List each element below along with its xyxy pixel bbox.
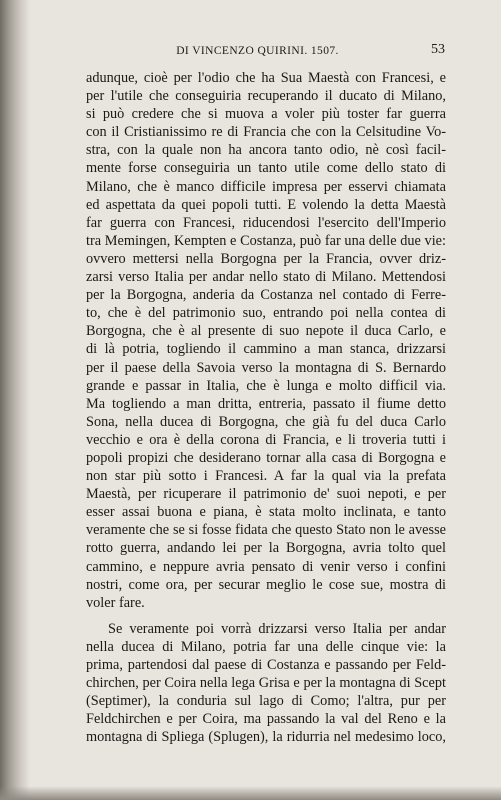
paragraph-gap: [86, 612, 446, 620]
text-line: Borgogna, che è al presente di suo nepote il duca Carlo, e: [86, 323, 446, 340]
text-line: Sona, nella ducea di Borgogna, che già fu del duca Carlo: [86, 413, 446, 430]
text-line: grande e passar in Italia, che è lunga e molto difficil via.: [86, 377, 446, 394]
page-header: [70, 42, 445, 62]
text-line: voler fare.: [86, 594, 145, 611]
text-line: to, che è del patrimonio suo, entrando poi nella contea di: [86, 305, 446, 322]
text-line: veramente che se si fosse fidata che questo Stato non le avesse: [86, 522, 446, 539]
text-line: adunque, cioè per l'odio che ha Sua Maestà con Francesi, e: [86, 70, 446, 86]
text-line: di là potria, togliendo il cammino a man stanca, drizzarsi: [86, 341, 446, 358]
paragraph-2: [86, 620, 446, 747]
text-line: per il paese della Savoia verso la montagna di S. Bernardo: [86, 359, 446, 376]
text-line: Milano, che è manco difficile impresa per esservi chiamata: [86, 178, 446, 195]
text-line: (Septimer), la conduria sul lago di Como; l'altra, pur per: [86, 693, 446, 710]
text-line: Maestà, per ricuperare il patrimonio de' suoi nepoti, e per: [86, 486, 446, 503]
text-line: per la Borgogna, anderia da Costanza nel contado di Ferre-: [86, 287, 446, 304]
text-line: per l'utile che conseguiria recuperando il ducato di Milano,: [86, 88, 446, 105]
text-line: stra, con la quale non ha ancora tanto odio, nè così facil-: [86, 142, 446, 159]
page-number: 53: [431, 42, 445, 57]
text-line: montagna di Spliega (Splugen), la ridurria nel medesimo loco,: [86, 729, 446, 746]
text-line: popoli propizi che desiderano tornar alla casa di Borgogna e: [86, 449, 446, 466]
text-line: Ma togliendo a man dritta, entreria, passato il fiume detto: [86, 395, 446, 412]
text-line: far guerra con Francesi, riducendosi l'esercito dell'Imperio: [86, 214, 446, 231]
paragraph-1: [86, 69, 446, 612]
text-line: rotto guerra, andando lei per la Borgogna, avria tolto quel: [86, 540, 446, 557]
text-line: vecchio e ora è della corona di Francia, e li troveria tutti i: [86, 431, 446, 448]
text-line: nostri, come ora, per securar meglio le cose sue, mostra di: [86, 576, 446, 593]
text-line: tra Memingen, Kempten e Costanza, può far una delle due vie:: [86, 232, 446, 249]
text-line: Feldchirchen e per Coira, ma passando la val del Reno e la: [86, 711, 446, 728]
text-line: prima, partendosi dal paese di Costanza e passando per Feld-: [86, 657, 446, 673]
text-line: non star più sotto i Francesi. A far la qual via la prefata: [86, 468, 446, 485]
text-line: Se veramente poi vorrà drizzarsi verso Italia per andar: [108, 620, 446, 637]
text-line: si può credere che si muova a voler più toster far guerra: [86, 106, 446, 123]
running-head: DI VINCENZO QUIRINI. 1507.: [176, 45, 339, 57]
text-line: mente forse conseguiria un tanto utile come dello stato di: [86, 160, 446, 177]
text-line: ed aspettata da quei popoli tutti. E volendo la detta Maestà: [86, 196, 446, 213]
text-line: zarsi verso Italia per andar nello stato di Milano. Mettendosi: [86, 269, 446, 286]
text-line: nella ducea di Milano, potria far una delle cinque vie: la: [86, 638, 446, 655]
body-text: [86, 69, 446, 746]
text-line: esser assai buona e piana, è stata molto inclinata, e tanto: [86, 504, 446, 521]
text-line: con il Cristianissimo re di Francia che con la Celsitudine Vo-: [86, 124, 446, 141]
text-line: chirchen, per Coira nella lega Grisa e per la montagna di Scept: [86, 675, 446, 692]
text-line: ovvero mettersi nella Borgogna per la Francia, ovver driz-: [86, 250, 446, 267]
text-line: cammino, e neppure avria pensato di venir verso i confini: [86, 558, 446, 575]
